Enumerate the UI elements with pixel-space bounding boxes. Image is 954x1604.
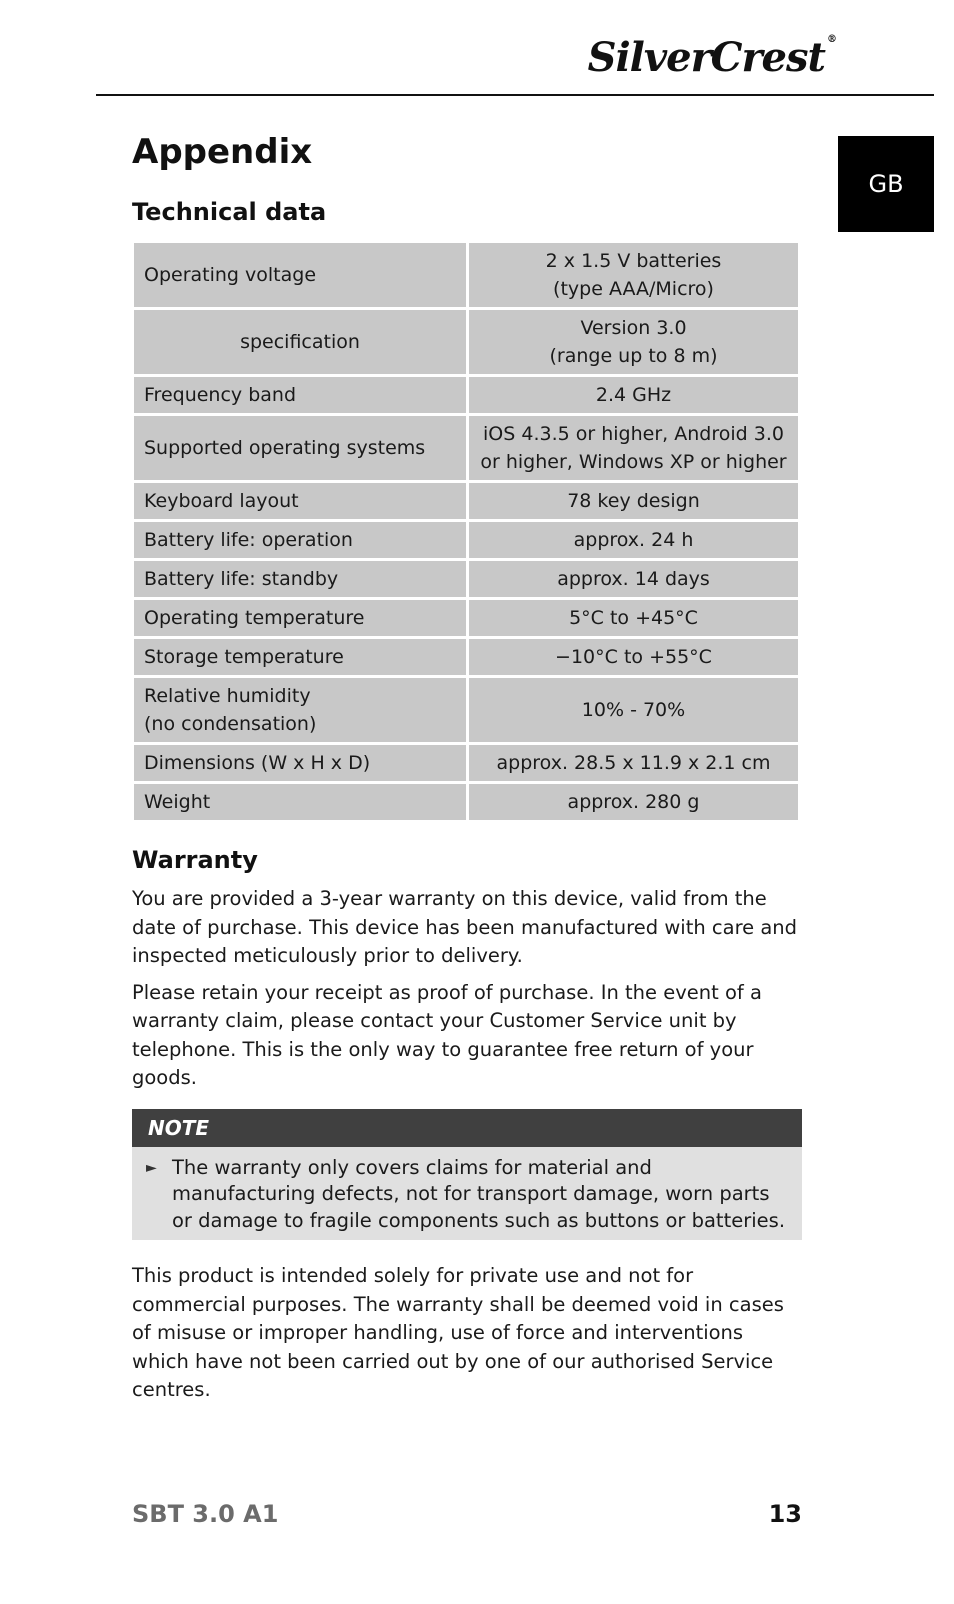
spec-value-text: iOS 4.3.5 or higher, Android 3.0 xyxy=(483,423,784,445)
spec-key-text: Operating temperature xyxy=(144,607,365,629)
table-row xyxy=(134,416,798,480)
brand-name: SilverCrest xyxy=(587,34,825,81)
spec-value-text: or higher, Windows XP or higher xyxy=(480,451,787,473)
spec-value-text: approx. 24 h xyxy=(573,529,694,551)
spec-value-cell xyxy=(469,416,798,480)
spec-key-cell xyxy=(134,416,466,480)
note-box xyxy=(132,1109,802,1241)
spec-value-text: 5°C to +45°C xyxy=(569,607,698,629)
spec-value-text: 10% - 70% xyxy=(581,699,686,721)
spec-value-cell xyxy=(469,310,798,374)
table-row xyxy=(134,522,798,558)
table-row xyxy=(134,745,798,781)
table-row xyxy=(134,784,798,820)
spec-value-cell xyxy=(469,377,798,413)
technical-data-table-body xyxy=(134,243,798,820)
technical-data-heading: Technical data xyxy=(132,198,327,226)
spec-value-text: 2.4 GHz xyxy=(595,384,672,406)
brand-logo xyxy=(588,34,836,81)
spec-key-cell xyxy=(134,483,466,519)
page-number: 13 xyxy=(768,1500,802,1528)
table-row xyxy=(134,310,798,374)
spec-key-text: specification xyxy=(240,331,360,353)
spec-key-text: (no condensation) xyxy=(144,713,317,735)
table-row xyxy=(134,600,798,636)
footer-model: SBT 3.0 A1 xyxy=(132,1500,279,1528)
warranty-heading: Warranty xyxy=(132,846,258,874)
warranty-paragraph-2: Please retain your receipt as proof of purchase. In the event of a warranty claim, please contact your Customer Service unit by telephone. This is the only way to guarantee free return of your goods. xyxy=(132,980,762,1089)
spec-key-text: Supported operating systems xyxy=(144,437,426,459)
spec-value-cell xyxy=(469,243,798,307)
spec-key-text: Storage temperature xyxy=(144,646,344,668)
table-row xyxy=(134,377,798,413)
spec-value-text: (range up to 8 m) xyxy=(549,345,718,367)
spec-key-cell xyxy=(134,310,466,374)
note-text: The warranty only covers claims for material and manufacturing defects, not for transport damage, worn parts or damage to fragile components such as buttons or batteries. xyxy=(172,1155,786,1232)
table-row xyxy=(134,561,798,597)
table-row xyxy=(134,243,798,307)
spec-value-text: 78 key design xyxy=(567,490,700,512)
spec-key-text: Dimensions (W x H x D) xyxy=(144,752,371,774)
spec-key-text: Keyboard layout xyxy=(144,490,299,512)
spec-value-cell xyxy=(469,483,798,519)
spec-value-cell xyxy=(469,784,798,820)
registered-mark: ® xyxy=(827,34,836,45)
appendix-title: Appendix xyxy=(132,132,313,172)
spec-key-text: Battery life: operation xyxy=(144,529,353,551)
spec-value-cell xyxy=(469,678,798,742)
warranty-paragraph-3: This product is intended solely for private use and not for commercial purposes. The warranty shall be deemed void in cases of misuse or improper handling, use of force and interventions which have not been carried out by one of our authorised Service centres. xyxy=(132,1264,784,1401)
spec-key-text: Frequency band xyxy=(144,384,296,406)
spec-value-cell xyxy=(469,561,798,597)
spec-key-cell xyxy=(134,600,466,636)
spec-value-text: −10°C to +55°C xyxy=(555,646,712,668)
note-label: NOTE xyxy=(132,1109,802,1147)
warranty-paragraph-1: You are provided a 3-year warranty on this device, valid from the date of purchase. This device has been manufactured with care and inspected meticulously prior to delivery. xyxy=(132,887,798,967)
spec-value-text: approx. 280 g xyxy=(567,791,700,813)
table-row xyxy=(134,678,798,742)
note-body xyxy=(132,1147,802,1241)
spec-key-cell xyxy=(134,639,466,675)
spec-key-text: Operating voltage xyxy=(144,264,317,286)
header-rule xyxy=(96,94,934,96)
spec-key-cell xyxy=(134,745,466,781)
spec-value-text: (type AAA/Micro) xyxy=(553,278,714,300)
spec-value-cell xyxy=(469,745,798,781)
spec-value-text: approx. 14 days xyxy=(557,568,710,590)
spec-key-cell xyxy=(134,678,466,742)
spec-value-text: 2 x 1.5 V batteries xyxy=(545,250,722,272)
spec-key-cell xyxy=(134,784,466,820)
spec-key-text: Battery life: standby xyxy=(144,568,339,590)
spec-value-text: Version 3.0 xyxy=(580,317,687,339)
spec-value-cell xyxy=(469,522,798,558)
spec-key-cell xyxy=(134,377,466,413)
spec-value-cell xyxy=(469,639,798,675)
spec-key-text: Relative humidity xyxy=(144,685,311,707)
table-row xyxy=(134,639,798,675)
page-content xyxy=(132,128,802,1405)
arrow-right-icon: ► xyxy=(146,1159,157,1176)
language-tab xyxy=(838,136,934,232)
spec-key-cell xyxy=(134,561,466,597)
table-row xyxy=(134,483,798,519)
spec-key-cell xyxy=(134,243,466,307)
spec-key-text: Weight xyxy=(144,791,211,813)
technical-data-table xyxy=(131,240,801,823)
spec-value-text: approx. 28.5 x 11.9 x 2.1 cm xyxy=(496,752,771,774)
spec-key-cell xyxy=(134,522,466,558)
language-tab-label: GB xyxy=(868,170,904,198)
spec-value-cell xyxy=(469,600,798,636)
